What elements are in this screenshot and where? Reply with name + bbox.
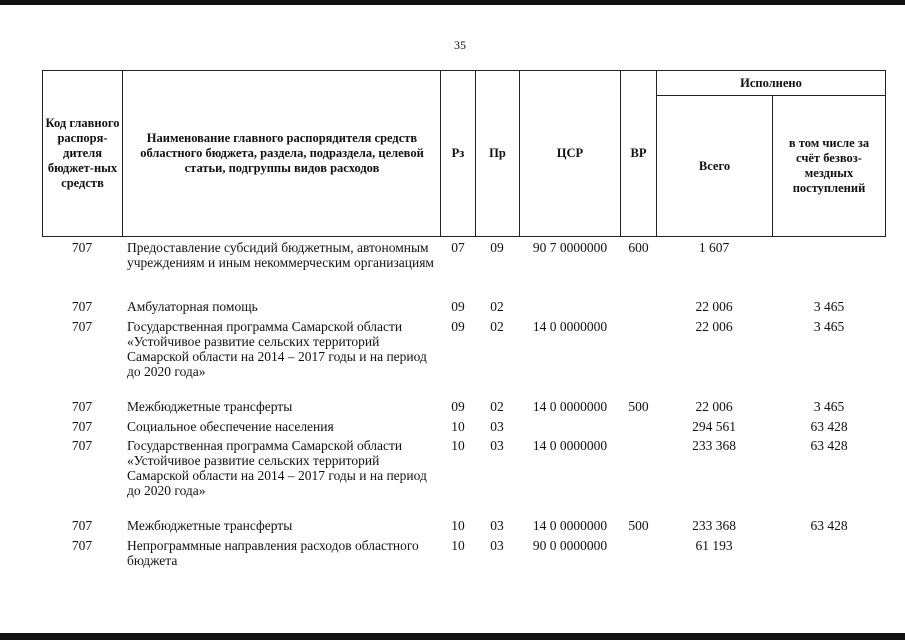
cell-csr: 14 0 0000000	[532, 438, 608, 453]
cell-total: 233 368	[692, 438, 736, 453]
cell-pr: 02	[490, 319, 504, 334]
header-pr: Пр	[489, 146, 506, 160]
cell-total: 22 006	[695, 319, 733, 334]
header-code: Код главного распоря-дителя бюджет-ных средств	[45, 116, 120, 190]
bottom-scan-border	[0, 633, 905, 640]
cell-pr: 03	[490, 538, 504, 553]
cell-total: 22 006	[695, 399, 733, 414]
cell-gratuitous: 63 428	[810, 518, 848, 533]
cell-code: 707	[71, 319, 93, 334]
cell-total: 233 368	[692, 518, 736, 533]
col-divider	[122, 70, 123, 237]
header-total: Всего	[698, 158, 731, 173]
cell-total: 61 193	[695, 538, 733, 553]
cell-code: 707	[71, 299, 93, 314]
header-bottom-border	[42, 236, 885, 237]
cell-csr: 14 0 0000000	[532, 518, 608, 533]
cell-total: 22 006	[695, 299, 733, 314]
cell-rz: 09	[451, 299, 465, 314]
cell-rz: 09	[451, 319, 465, 334]
cell-rz: 07	[451, 240, 465, 255]
cell-code: 707	[71, 240, 93, 255]
header-vr: ВР	[630, 146, 647, 160]
cell-code: 707	[71, 518, 93, 533]
cell-rz: 10	[451, 518, 465, 533]
page-number: 35	[454, 38, 466, 52]
cell-total: 294 561	[692, 419, 736, 434]
cell-pr: 09	[490, 240, 504, 255]
cell-csr: 90 7 0000000	[532, 240, 608, 255]
cell-csr: 90 0 0000000	[532, 538, 608, 553]
cell-pr: 02	[490, 399, 504, 414]
cell-pr: 03	[490, 438, 504, 453]
cell-gratuitous: 63 428	[810, 438, 848, 453]
cell-name: Межбюджетные трансферты	[127, 518, 293, 533]
cell-pr: 03	[490, 419, 504, 434]
cell-gratuitous: 63 428	[810, 419, 848, 434]
cell-name: Предоставление субсидий бюджетным, автономным учреждениям и иным некоммерческим организациям	[127, 240, 434, 270]
cell-code: 707	[71, 438, 93, 453]
cell-name: Государственная программа Самарской области «Устойчивое развитие сельских территорий Самарской области на 2014 – 2017 годы и на период до 2020 года»	[127, 438, 427, 498]
cell-rz: 10	[451, 419, 465, 434]
header-name: Наименование главного распорядителя средств областного бюджета, раздела, подраздела, целевой статьи, подгруппы видов расходов	[140, 131, 424, 175]
cell-code: 707	[71, 399, 93, 414]
cell-rz: 09	[451, 399, 465, 414]
col-divider	[772, 95, 773, 237]
cell-rz: 10	[451, 438, 465, 453]
cell-gratuitous: 3 465	[813, 399, 845, 414]
cell-name: Государственная программа Самарской области «Устойчивое развитие сельских территорий Самарской области на 2014 – 2017 годы и на период до 2020 года»	[127, 319, 427, 379]
cell-code: 707	[71, 538, 93, 553]
cell-total: 1 607	[698, 240, 730, 255]
cell-name: Непрограммные направления расходов областного бюджета	[127, 538, 419, 568]
cell-vr: 500	[628, 399, 649, 414]
cell-name: Амбулаторная помощь	[127, 299, 258, 314]
cell-vr: 600	[628, 240, 649, 255]
header-gratuitous: в том числе за счёт безвоз-мездных поступлений	[788, 136, 870, 195]
cell-gratuitous: 3 465	[813, 299, 845, 314]
cell-csr: 14 0 0000000	[532, 399, 608, 414]
cell-pr: 02	[490, 299, 504, 314]
header-rz: Рз	[451, 146, 465, 160]
header-executed: Исполнено	[740, 75, 802, 90]
cell-pr: 03	[490, 518, 504, 533]
top-scan-border	[0, 0, 905, 5]
cell-rz: 10	[451, 538, 465, 553]
header-csr: ЦСР	[556, 146, 584, 160]
col-divider	[885, 70, 886, 237]
cell-csr: 14 0 0000000	[532, 319, 608, 334]
cell-vr: 500	[628, 518, 649, 533]
cell-gratuitous: 3 465	[813, 319, 845, 334]
cell-code: 707	[71, 419, 93, 434]
cell-name: Межбюджетные трансферты	[127, 399, 293, 414]
cell-name: Социальное обеспечение населения	[127, 419, 334, 434]
